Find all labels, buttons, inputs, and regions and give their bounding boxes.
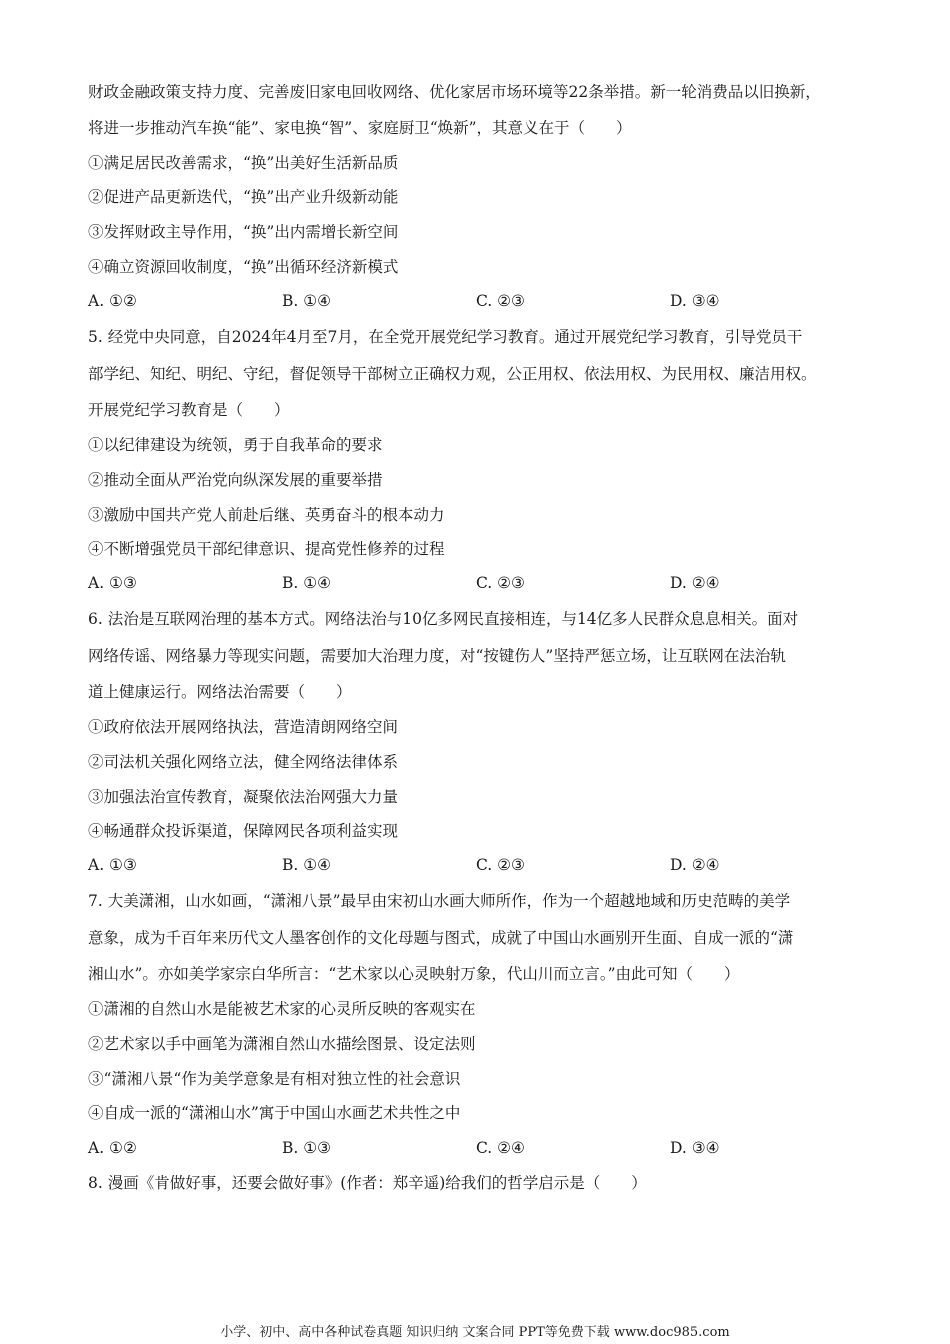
q7-option-a: A. ①② [88,1139,137,1157]
page-footer: 小学、初中、高中各种试卷真题 知识归纳 文案合同 PPT等免费下载 www.doc985.com [220,1325,730,1340]
q4-stem-line-2: 将进一步推动汽车换“能”、家电换“智”、家庭厨卫“焕新”，其意义在于（ ） [88,119,632,137]
q6-option-d: D. ②④ [670,856,720,874]
q6-statement-1: ①政府依法开展网络执法，营造清朗网络空间 [88,718,399,736]
q6-statement-4: ④畅通群众投诉渠道，保障网民各项利益实现 [88,822,399,840]
q5-option-a: A. ①③ [88,574,137,592]
q6-options [88,855,888,875]
q5-statement-4: ④不断增强党员干部纪律意识、提高党性修养的过程 [88,540,445,558]
q6-stem-line-2: 网络传谣、网络暴力等现实问题，需要加大治理力度，对“按键伤人”坚持严惩立场，让互联网在法治轨 [88,647,786,665]
q5-options [88,573,888,593]
q7-statement-3: ③“潇湘八景“作为美学意象是有相对独立性的社会意识 [88,1070,461,1088]
q7-stem-line-3: 湘山水”。亦如美学家宗白华所言：“艺术家以心灵映射万象，代山川而立言。”由此可知（ ） [88,965,740,983]
q5-stem-line-1: 5. 经党中央同意，自2024年4月至7月，在全党开展党纪学习教育。通过开展党纪学习教育，引导党员干 [88,328,803,346]
q5-statement-3: ③激励中国共产党人前赴后继、英勇奋斗的根本动力 [88,506,445,524]
q4-option-b: B. ①④ [282,292,332,310]
q7-option-c: C. ②④ [476,1139,525,1157]
q5-statement-1: ①以纪律建设为统领，勇于自我革命的要求 [88,436,383,454]
q7-stem-line-2: 意象，成为千百年来历代文人墨客创作的文化母题与图式，成就了中国山水画别开生面、自成一派的“潇 [88,929,794,947]
q5-option-d: D. ②④ [670,574,720,592]
q7-stem-line-1: 7. 大美潇湘，山水如画，“潇湘八景”最早由宋初山水画大师所作，作为一个超越地域和历史范畴的美学 [88,892,791,910]
q5-option-b: B. ①④ [282,574,332,592]
q7-statement-1: ①潇湘的自然山水是能被艺术家的心灵所反映的客观实在 [88,1000,476,1018]
q6-stem-line-3: 道上健康运行。网络法治需要（ ） [88,683,352,701]
q6-option-b: B. ①④ [282,856,332,874]
q6-stem-line-1: 6. 法治是互联网治理的基本方式。网络法治与10亿多网民直接相连，与14亿多人民群众息息相关。面对 [88,610,799,628]
q5-stem-line-3: 开展党纪学习教育是（ ） [88,401,290,419]
q7-statement-4: ④自成一派的“潇湘山水”寓于中国山水画艺术共性之中 [88,1104,461,1122]
q5-option-c: C. ②③ [476,574,525,592]
q7-option-d: D. ③④ [670,1139,720,1157]
q4-option-c: C. ②③ [476,292,525,310]
q5-stem-line-2: 部学纪、知纪、明纪、守纪，督促领导干部树立正确权力观，公正用权、依法用权、为民用权、廉洁用权。 [88,365,817,383]
q6-option-a: A. ①③ [88,856,137,874]
q4-options [88,291,888,311]
q4-option-a: A. ①② [88,292,137,310]
q6-option-c: C. ②③ [476,856,525,874]
q7-option-b: B. ①③ [282,1139,332,1157]
q7-statement-2: ②艺术家以手中画笔为潇湘自然山水描绘图景、设定法则 [88,1035,476,1053]
q4-statement-2: ②促进产品更新迭代，“换”出产业升级新动能 [88,188,399,206]
q4-statement-4: ④确立资源回收制度，“换”出循环经济新模式 [88,258,399,276]
q6-statement-3: ③加强法治宣传教育，凝聚依法治网强大力量 [88,788,399,806]
q4-statement-1: ①满足居民改善需求，“换”出美好生活新品质 [88,154,399,172]
q8-stem-line-1: 8. 漫画《肯做好事，还要会做好事》(作者：郑辛遥)给我们的哲学启示是（ ） [88,1174,647,1192]
q7-options [88,1138,888,1158]
q4-statement-3: ③发挥财政主导作用，“换”出内需增长新空间 [88,223,399,241]
q4-stem-line-1: 财政金融政策支持力度、完善废旧家电回收网络、优化家居市场环境等22条举措。新一轮消费品以旧换新， [88,83,821,101]
q5-statement-2: ②推动全面从严治党向纵深发展的重要举措 [88,471,383,489]
q6-statement-2: ②司法机关强化网络立法，健全网络法律体系 [88,753,399,771]
q4-option-d: D. ③④ [670,292,720,310]
